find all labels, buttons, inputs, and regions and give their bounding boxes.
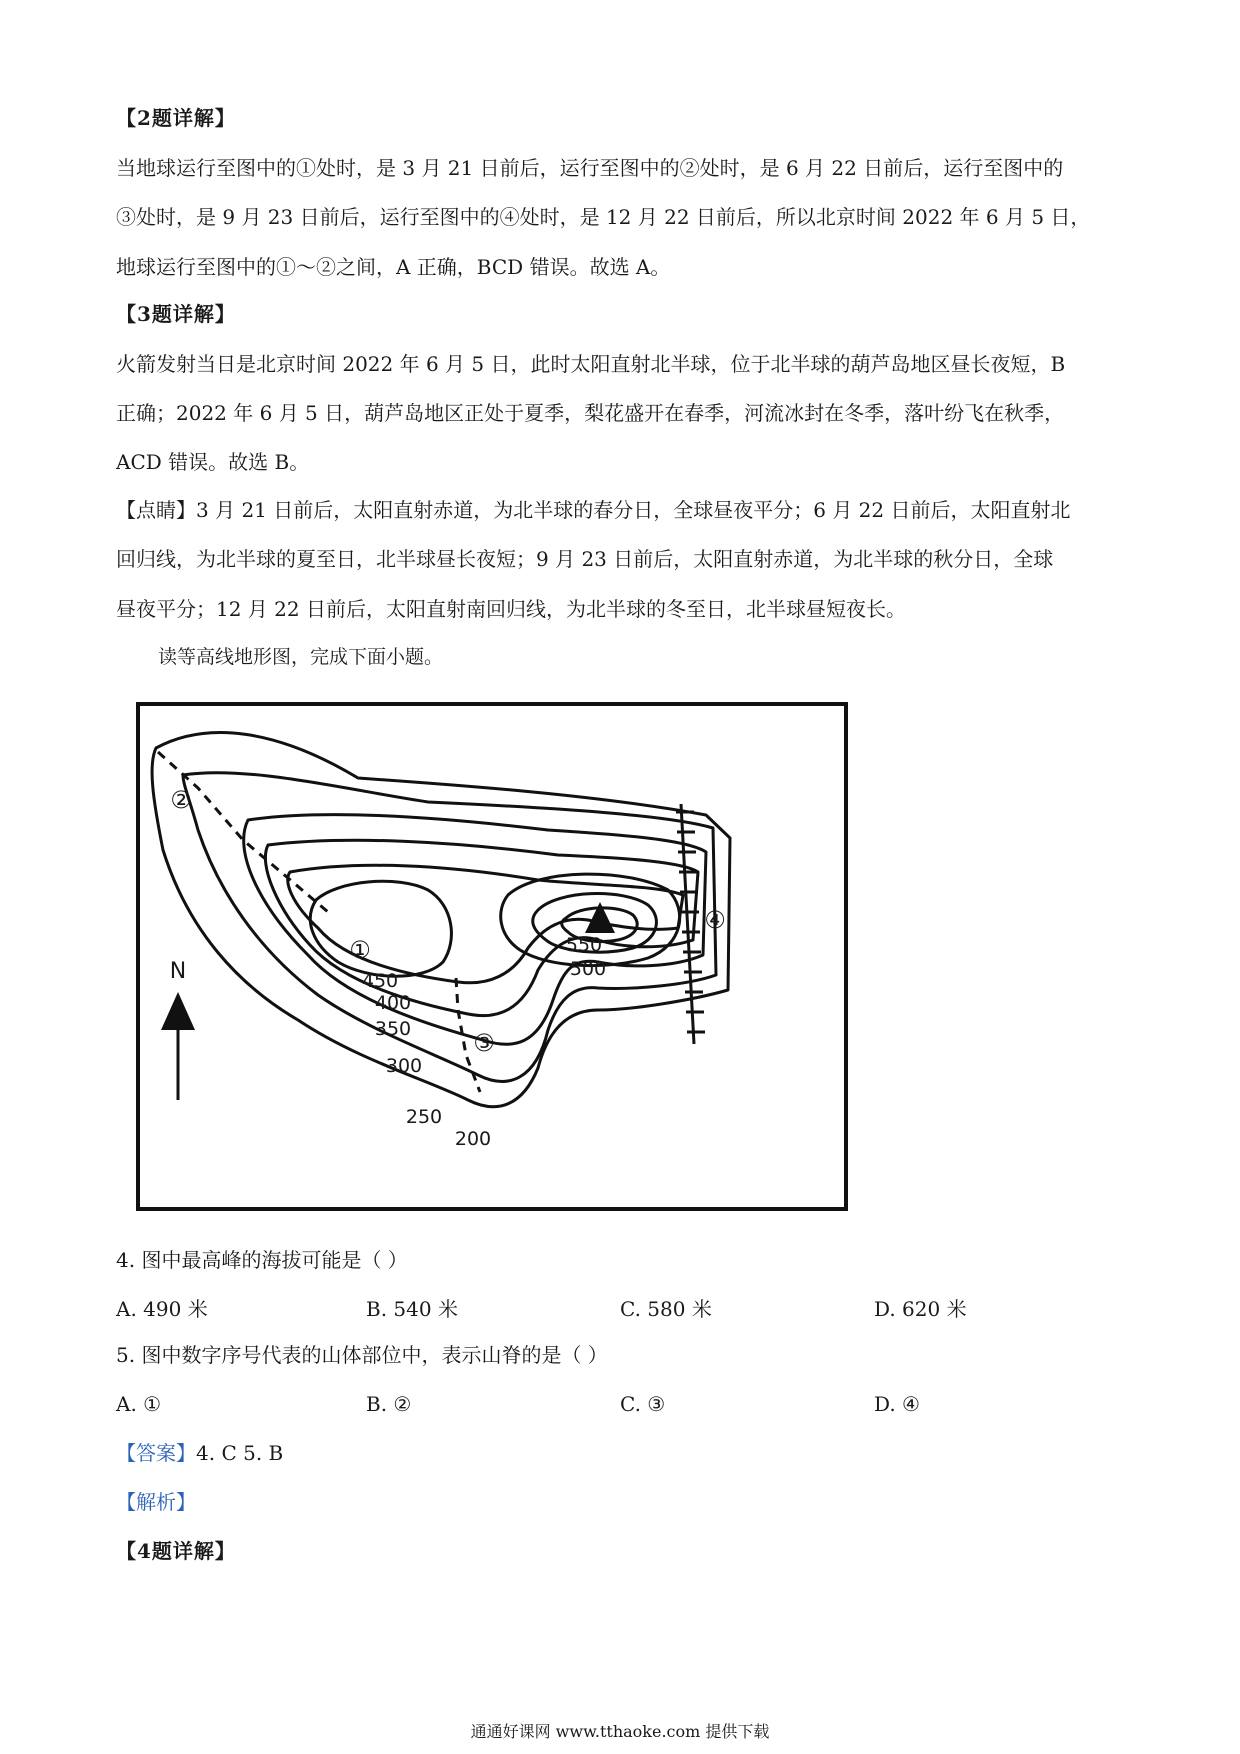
north-label: N: [169, 959, 187, 984]
q5-option-d: D. ④: [874, 1392, 920, 1416]
answer-label: 【答案】: [116, 1441, 196, 1465]
question-4-stem: 4. 图中最高峰的海拔可能是（ ）: [116, 1248, 408, 1272]
q4-option-d: D. 620 米: [874, 1297, 967, 1321]
marker-4: ④: [704, 906, 726, 934]
section-2-header: 【2题详解】: [116, 106, 236, 130]
q5-option-c: C. ③: [620, 1392, 666, 1416]
label-200: 200: [454, 1128, 492, 1150]
label-400: 400: [374, 992, 412, 1014]
contour-200: [152, 733, 730, 1107]
marker-2: ②: [170, 786, 192, 814]
north-arrow-icon: [161, 992, 195, 1100]
tip-line-1: 【点睛】3 月 21 日前后，太阳直射赤道，为北半球的春分日，全球昼夜平分；6 月 22 日前后，太阳直射北: [116, 498, 1071, 522]
label-550: 550: [565, 934, 603, 956]
section-4-header: 【4题详解】: [116, 1539, 236, 1563]
map-intro: 读等高线地形图，完成下面小题。: [158, 646, 444, 668]
section-3-line-2: 正确；2022 年 6 月 5 日，葫芦岛地区正处于夏季，梨花盛开在春季，河流冰封在冬季，落叶纷飞在秋季，: [116, 401, 1065, 425]
q5-option-b: B. ②: [366, 1392, 412, 1416]
label-300: 300: [385, 1055, 423, 1077]
tip-line-3: 昼夜平分；12 月 22 日前后，太阳直射南回归线，为北半球的冬至日，北半球昼短夜长。: [116, 597, 906, 621]
answer-text: 4. C 5. B: [196, 1441, 284, 1465]
section-2-line-3: 地球运行至图中的①～②之间，A 正确，BCD 错误。故选 A。: [116, 255, 671, 279]
answer-line: [116, 1441, 1126, 1465]
contour-450: [310, 881, 451, 976]
section-2-line-2: ③处时，是 9 月 23 日前后，运行至图中的④处时，是 12 月 22 日前后，所以北京时间 2022 年 6 月 5 日，: [116, 205, 1091, 229]
marker-3: ③: [473, 1029, 495, 1057]
q4-option-b: B. 540 米: [366, 1297, 458, 1321]
label-350: 350: [374, 1018, 412, 1040]
page-footer: 通通好课网 www.tthaoke.com 提供下载: [470, 1722, 770, 1741]
analysis-label: 【解析】: [116, 1490, 196, 1514]
question-5-stem: 5. 图中数字序号代表的山体部位中，表示山脊的是（ ）: [116, 1343, 608, 1367]
label-250: 250: [405, 1106, 443, 1128]
section-2-line-1: 当地球运行至图中的①处时，是 3 月 21 日前后，运行至图中的②处时，是 6 月 22 日前后，运行至图中的: [116, 156, 1064, 180]
q4-option-c: C. 580 米: [620, 1297, 712, 1321]
label-500: 500: [569, 958, 607, 980]
tip-line-2: 回归线，为北半球的夏至日，北半球昼长夜短；9 月 23 日前后，太阳直射赤道，为北半球的秋分日，全球: [116, 547, 1054, 571]
section-3-line-1: 火箭发射当日是北京时间 2022 年 6 月 5 日，此时太阳直射北半球，位于北半球的葫芦岛地区昼长夜短，B: [116, 352, 1066, 376]
marker-1: ①: [349, 936, 371, 964]
map-frame: [138, 704, 846, 1209]
section-3-line-3: ACD 错误。故选 B。: [116, 450, 310, 474]
contour-lines: [152, 733, 730, 1107]
label-450: 450: [361, 970, 399, 992]
q4-option-a: A. 490 米: [116, 1297, 208, 1321]
section-3-header: 【3题详解】: [116, 302, 236, 326]
q5-option-a: A. ①: [116, 1392, 162, 1416]
contour-map: [128, 700, 856, 1216]
